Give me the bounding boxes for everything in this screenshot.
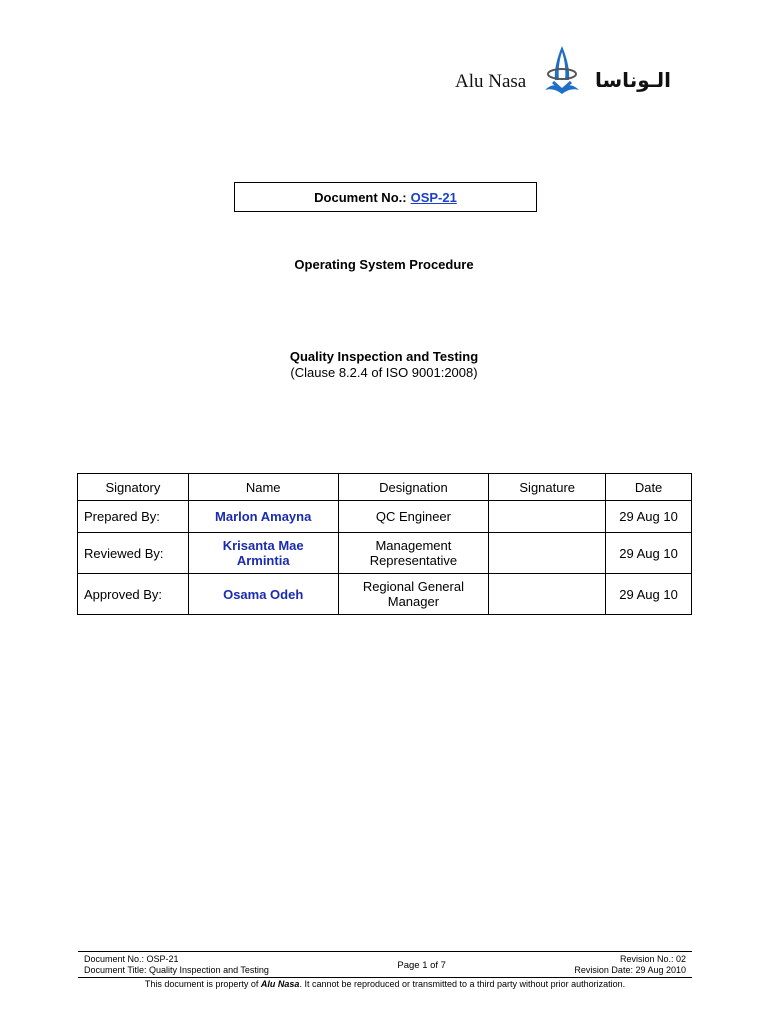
signature-cell (489, 574, 606, 615)
footer-revision-date: Revision Date: 29 Aug 2010 (574, 965, 686, 975)
signatory-table (77, 473, 692, 615)
signatory-date: 29 Aug 10 (606, 533, 692, 574)
signatory-date: 29 Aug 10 (606, 501, 692, 533)
page-footer (78, 951, 692, 989)
header-signature: Signature (489, 474, 606, 501)
header-date: Date (606, 474, 692, 501)
footer-left (84, 954, 269, 976)
signatory-role: Prepared By: (78, 501, 189, 533)
document-title: Quality Inspection and Testing (289, 349, 479, 364)
signature-cell (489, 533, 606, 574)
footer-property-notice (78, 977, 692, 989)
logo-emblem-icon (537, 44, 587, 100)
signatory-name: Krisanta Mae Armintia (188, 533, 338, 574)
company-logo (450, 44, 690, 100)
document-number-label: Document No.: (314, 189, 407, 205)
footer-info-row (78, 952, 692, 977)
header-designation: Designation (338, 474, 489, 501)
signatory-role: Reviewed By: (78, 533, 189, 574)
document-number-link[interactable]: OSP-21 (410, 189, 457, 205)
table-header-row (78, 474, 692, 501)
table-row (78, 501, 692, 533)
table-row (78, 533, 692, 574)
signatory-name: Marlon Amayna (188, 501, 338, 533)
document-clause: (Clause 8.2.4 of ISO 9001:2008) (290, 365, 478, 380)
property-notice-prefix: This document is property of (144, 979, 261, 989)
signature-cell (489, 501, 606, 533)
table-row (78, 574, 692, 615)
header-signatory: Signatory (78, 474, 189, 501)
procedure-type: Operating System Procedure (294, 257, 474, 272)
signatory-role: Approved By: (78, 574, 189, 615)
signatory-name: Osama Odeh (188, 574, 338, 615)
property-notice-company: Alu Nasa (260, 979, 300, 989)
header-name: Name (188, 474, 338, 501)
signatory-designation: Management Representative (338, 533, 489, 574)
footer-revision-number: Revision No.: 02 (619, 954, 686, 964)
footer-page-number: Page 1 of 7 (397, 959, 446, 971)
footer-document-number: Document No.: OSP-21 (84, 954, 179, 964)
property-notice-suffix: . It cannot be reproduced or transmitted to a third party without prior authorization. (299, 979, 626, 989)
footer-document-title: Document Title: Quality Inspection and Testing (84, 965, 269, 975)
document-number-box (234, 182, 537, 212)
footer-right (574, 954, 686, 976)
logo-latin-text: Alu Nasa (455, 71, 527, 92)
signatory-designation: QC Engineer (338, 501, 489, 533)
signatory-date: 29 Aug 10 (606, 574, 692, 615)
signatory-designation: Regional General Manager (338, 574, 489, 615)
logo-arabic-text: الـوناسا (595, 68, 671, 92)
